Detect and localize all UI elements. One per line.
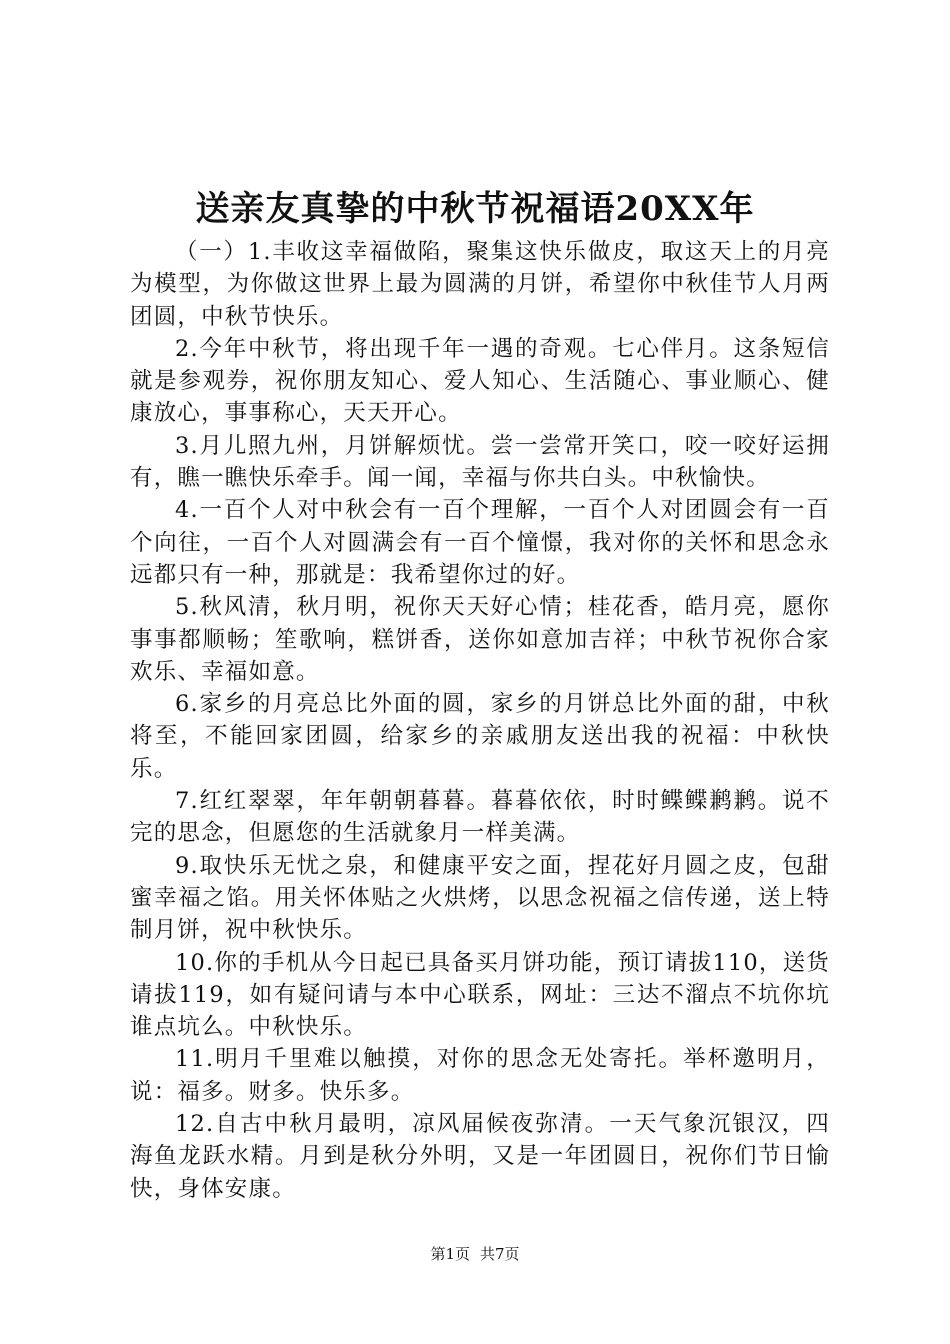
paragraph: 4.一百个人对中秋会有一百个理解，一百个人对团圆会有一百个向往，一百个人对圆满会有一百个憧憬，我对你的关怀和思念永远都只有一种，那就是：我希望你过的好。 bbox=[130, 497, 830, 588]
paragraph: 10.你的手机从今日起已具备买月饼功能，预订请拔110，送货请拔119，如有疑问请与本中心联系，网址：三达不溜点不坑你坑谁点坑么。中秋快乐。 bbox=[130, 949, 830, 1041]
paragraph: 9.取快乐无忧之泉，和健康平安之面，捏花好月圆之皮，包甜蜜幸福之馅。用关怀体贴之火烘烤，以思念祝福之信传递，送上特制月饼，祝中秋快乐。 bbox=[130, 852, 830, 944]
document-body bbox=[130, 236, 830, 1205]
paragraph: （一）1.丰收这幸福做陷，聚集这快乐做皮，取这天上的月亮为模型，为你做这世界上最为圆满的月饼，希望你中秋佳节人月两团圆，中秋节快乐。 bbox=[130, 239, 830, 330]
paragraph: 5.秋风清，秋月明，祝你天天好心情；桂花香，皓月亮，愿你事事都顺畅；笙歌响，糕饼香，送你如意加吉祥；中秋节祝你合家欢乐、幸福如意。 bbox=[130, 594, 830, 685]
paragraph: 6.家乡的月亮总比外面的圆，家乡的月饼总比外面的甜，中秋将至，不能回家团圆，给家乡的亲戚朋友送出我的祝福：中秋快乐。 bbox=[130, 691, 830, 782]
page-count: 共7页 bbox=[480, 1245, 520, 1263]
page-footer bbox=[0, 1243, 950, 1265]
paragraph: 12.自古中秋月最明，凉风届候夜弥清。一天气象沉银汉，四海鱼龙跃水精。月到是秋分外明，又是一年团圆日，祝你们节日愉快，身体安康。 bbox=[130, 1111, 830, 1202]
page-number: 第1页 bbox=[430, 1245, 470, 1263]
paragraph: 2.今年中秋节，将出现千年一遇的奇观。七心伴月。这条短信就是参观券，祝你朋友知心、爱人知心、生活随心、事业顺心、健康放心，事事称心，天天开心。 bbox=[130, 335, 830, 427]
paragraph: 7.红红翠翠，年年朝朝暮暮。暮暮依依，时时鲽鲽鹣鹣。说不完的思念，但愿您的生活就象月一样美满。 bbox=[130, 788, 830, 847]
paragraph: 11.明月千里难以触摸，对你的思念无处寄托。举杯邀明月，说：福多。财多。快乐多。 bbox=[130, 1046, 830, 1105]
paragraph: 3.月儿照九州，月饼解烦忧。尝一尝常开笑口，咬一咬好运拥有，瞧一瞧快乐牵手。闻一闻，幸福与你共白头。中秋愉快。 bbox=[130, 432, 830, 492]
document-title: 送亲友真挚的中秋节祝福语20XX年 bbox=[195, 189, 755, 229]
